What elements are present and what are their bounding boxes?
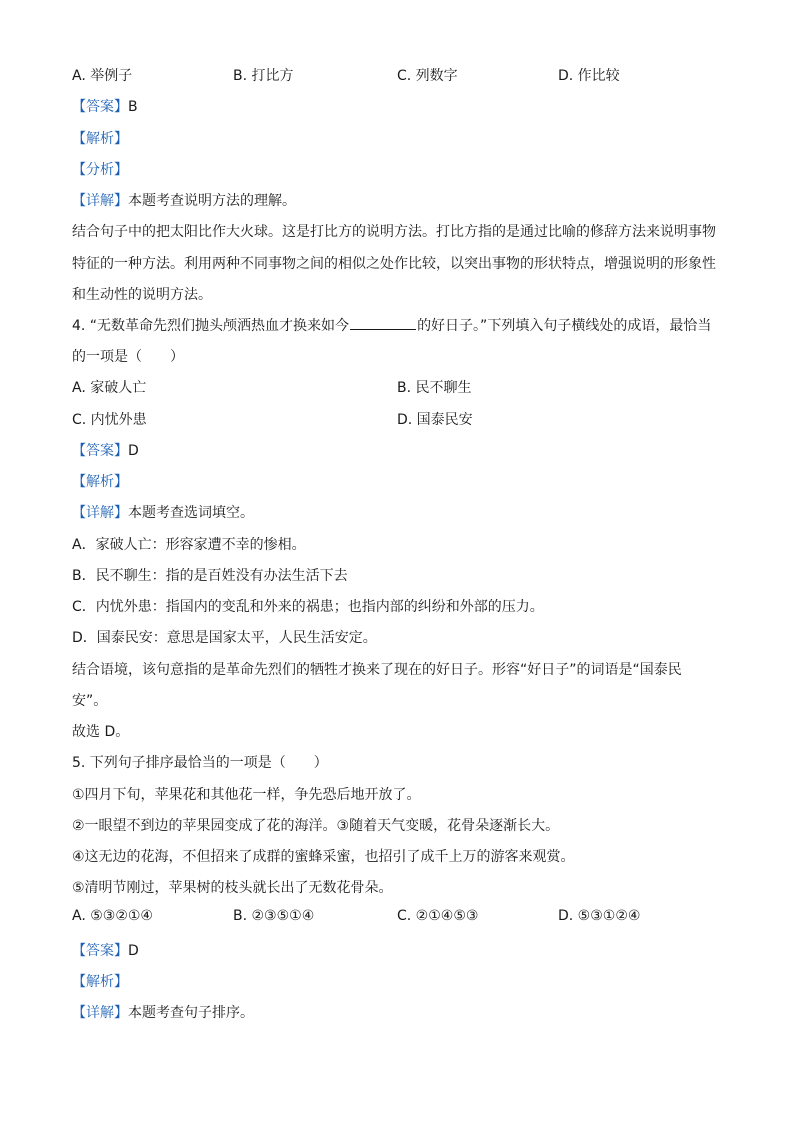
detail-text: 本题考查选词填空。	[128, 505, 254, 521]
q5-sentence-5: ⑤清明节刚过，苹果树的枝头就长出了无数花骨朵。	[72, 880, 393, 896]
q3-fenxi-line	[72, 159, 732, 181]
answer-value: D	[128, 443, 139, 459]
analysis-tag: 【解析】	[72, 974, 128, 990]
q4-explanation-c: C．内忧外患：指国内的变乱和外来的祸患；也指内部的纠纷和外部的压力。	[72, 599, 544, 615]
q5-sentence-1: ①四月下旬，苹果花和其他花一样，争先恐后地开放了。	[72, 787, 421, 803]
q3-option-c: C. 列数字	[397, 68, 458, 84]
answer-tag: 【答案】	[72, 943, 128, 959]
q5-option-a: A. ⑤③②①④	[72, 908, 153, 924]
q3-option-a: A. 举例子	[72, 68, 133, 84]
q4-choice-line: 故选 D。	[72, 724, 130, 740]
q5-option-c: C. ②①④⑤③	[397, 908, 479, 924]
q3-body-line-1: 结合句子中的把太阳比作大火球。这是打比方的说明方法。打比方指的是通过比喻的修辞方法来说明事物	[72, 224, 716, 240]
q5-analysis-line	[72, 971, 732, 993]
q4-analysis-line	[72, 471, 732, 493]
detail-tag: 【详解】	[72, 505, 128, 521]
q4-stem-line-2: 的一项是（ ）	[72, 349, 184, 365]
q4-stem-line-1	[72, 315, 732, 337]
q5-option-d: D. ⑤③①②④	[558, 908, 641, 924]
q4-option-b: B. 民不聊生	[397, 380, 472, 396]
analysis-tag: 【解析】	[72, 131, 128, 147]
q3-option-b: B. 打比方	[233, 68, 294, 84]
analysis-tag: 【解析】	[72, 474, 128, 490]
q4-option-c: C. 内忧外患	[72, 412, 147, 428]
q4-stem-part-b: 的好日子。”下列填入句子横线处的成语，最恰当	[417, 318, 712, 334]
q4-detail-line	[72, 502, 732, 524]
q3-body-line-3: 和生动性的说明方法。	[72, 287, 212, 303]
q3-detail-line	[72, 190, 732, 212]
q5-answer-line	[72, 940, 732, 962]
q3-analysis-line	[72, 128, 732, 150]
q5-stem: 5. 下列句子排序最恰当的一项是（ ）	[72, 755, 328, 771]
q4-answer-line	[72, 440, 732, 462]
q5-sentence-4: ④这无边的花海，不但招来了成群的蜜蜂采蜜，也招引了成千上万的游客来观赏。	[72, 849, 575, 865]
q4-conclusion-line-2: 安”。	[72, 693, 108, 709]
q4-stem-part-a: 4. “无数革命先烈们抛头颅洒热血才换来如今	[72, 318, 350, 334]
detail-text: 本题考查句子排序。	[128, 1005, 254, 1021]
q4-explanation-a: A．家破人亡：形容家遭不幸的惨相。	[72, 537, 306, 553]
q5-option-b: B. ②③⑤①④	[233, 908, 315, 924]
q4-explanation-d: D．国泰民安：意思是国家太平，人民生活安定。	[72, 630, 377, 646]
q4-explanation-b: B．民不聊生：指的是百姓没有办法生活下去	[72, 568, 348, 584]
detail-text: 本题考查说明方法的理解。	[128, 193, 296, 209]
q3-option-d: D. 作比较	[558, 68, 620, 84]
q4-option-a: A. 家破人亡	[72, 380, 147, 396]
answer-value: D	[128, 943, 139, 959]
q4-option-d: D. 国泰民安	[397, 412, 473, 428]
q5-sentence-2-3: ②一眼望不到边的苹果园变成了花的海洋。③随着天气变暖，花骨朵逐渐长大。	[72, 818, 560, 834]
q3-answer-line	[72, 96, 732, 118]
q5-detail-line	[72, 1002, 732, 1024]
detail-tag: 【详解】	[72, 1005, 128, 1021]
q4-conclusion-line-1: 结合语境，该句意指的是革命先烈们的牺牲才换来了现在的好日子。形容“好日子”的词语是“国泰民	[72, 662, 682, 678]
answer-tag: 【答案】	[72, 443, 128, 459]
detail-tag: 【详解】	[72, 193, 128, 209]
answer-value: B	[128, 99, 138, 115]
fenxi-tag: 【分析】	[72, 162, 128, 178]
q4-fill-blank	[350, 315, 416, 330]
answer-tag: 【答案】	[72, 99, 128, 115]
q3-body-line-2: 特征的一种方法。利用两种不同事物之间的相似之处作比较，以突出事物的形状特点，增强说明的形象性	[72, 256, 716, 272]
